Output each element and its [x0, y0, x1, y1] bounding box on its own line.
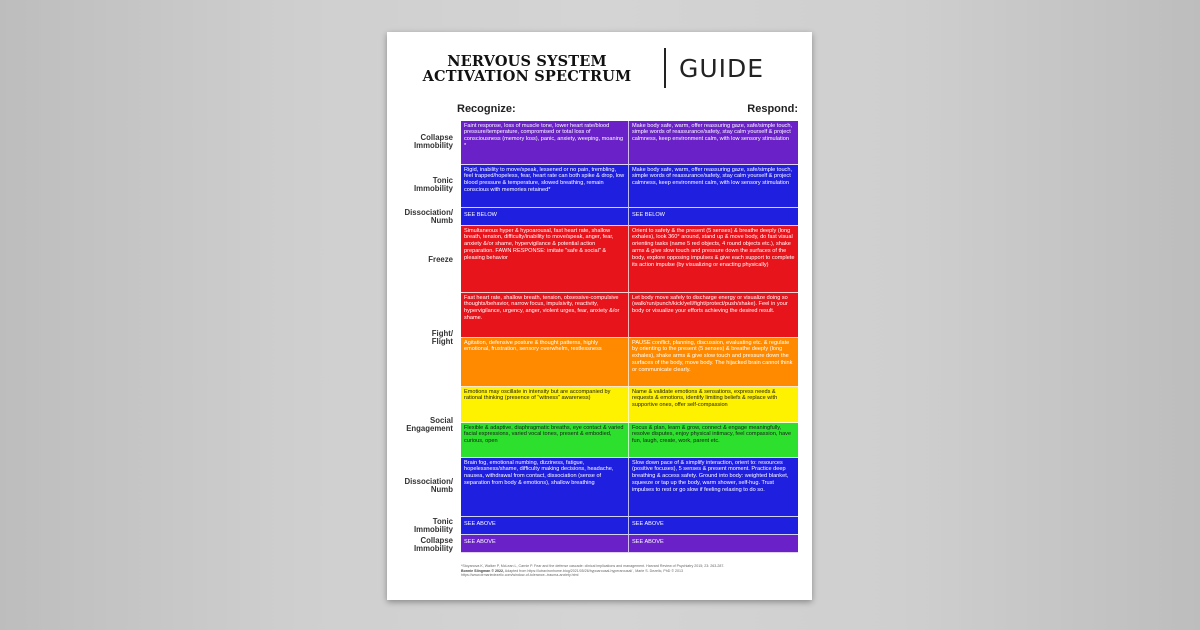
table-row — [461, 535, 798, 553]
table-row — [461, 387, 798, 423]
recognize-cell: SEE ABOVE — [461, 535, 629, 552]
label-freeze: Freeze — [428, 255, 453, 264]
label-dissociation-bottom: Dissociation/ Numb — [404, 477, 453, 495]
footnote-citation: *Stoyanova K, Walker P, McLean L, Carnie P. Fear and the defense cascade: clinical implications and management. Harvard Review of Psychiatry 2015; 23: 263-287. — [461, 564, 725, 568]
label-collapse-immobility-bottom: Collapse Immobility — [414, 536, 453, 554]
recognize-cell: Fast heart rate, shallow breath, tension, obsessive-compulsive thoughts/behavior, narrow focus, impulsivity, reactivity, hypervigilance, urgency, anger, violent urges, fear, anxiety &/or shame. — [461, 293, 629, 337]
recognize-cell: Emotions may oscillate in intensity but are accompanied by rational thinking (presence of "witness" awareness) — [461, 387, 629, 422]
table-row — [461, 293, 798, 338]
title-line-2: ACTIVATION SPECTRUM — [422, 68, 632, 85]
footnote-source: Adapted from https://lutravironhome.blog/2021/05/26/hypoarousal-hyperarousal/ , Marie S. Dezelic, PhD © 2013 — [504, 568, 684, 573]
respond-cell: Focus & plan, learn & grow, connect & engage meaningfully, resolve disputes, enjoy physical intimacy, feel compassion, have fun, laugh, create, work, parent etc. — [632, 424, 792, 445]
footnote-url: https://www.drmariedezelic.com/window-of-tolerance--trauma-anxiety.html — [461, 573, 579, 578]
title-line-1: NERVOUS SYSTEM — [447, 53, 607, 70]
recognize-cell: Faint response, loss of muscle tone, lower heart rate/blood pressure/temperature, compromised or total loss of consciousness (memory loss), panic, anxiety, weeping, moaning * — [461, 121, 629, 164]
title-divider — [664, 48, 666, 88]
title-guide: GUIDE — [679, 54, 765, 83]
label-social-engagement: Social Engagement — [406, 416, 453, 434]
label-tonic-immobility-bottom: Tonic Immobility — [414, 517, 453, 535]
respond-cell: PAUSE conflict, planning, discussion, evaluating etc. & regulate by orienting to the present (5 senses) & breathe deeply (long exhales), shake arms & give slow touch and pressure down the surfaces of the body, move body. The hijacked brain cannot think or communicate clearly. — [632, 339, 793, 374]
poster-title — [405, 54, 649, 84]
respond-cell: SEE ABOVE — [632, 521, 664, 527]
label-collapse-immobility-top: Collapse Immobility — [414, 133, 453, 151]
table-row — [461, 517, 798, 535]
respond-header: Respond: — [747, 103, 798, 115]
respond-cell: SEE ABOVE — [632, 539, 664, 545]
footnote — [461, 564, 798, 578]
recognize-cell: Simultaneous hyper & hypoarousal, fast heart rate, shallow breath, tension, difficulty/inability to move/speak, anger, fear, anxiety &/or shame, hypervigilance & potential action preparation. FAWN RESPONSE: imitate "safe & social" & pleasing behavior — [461, 226, 629, 292]
table-row — [461, 208, 798, 226]
recognize-cell: SEE BELOW — [461, 208, 629, 225]
respond-cell: Make body safe, warm, offer reassuring gaze, safe/simple touch, simple words of reassurance/safety, stay calm yourself & project calmness, keep environment calm, with low sensory stimulation — [632, 122, 793, 143]
table-row — [461, 165, 798, 208]
respond-cell: Orient to safety & the present (5 senses) & breathe deeply (long exhales), look 360° around, stand up & move body, do fast visual orienting tasks (name 5 red objects, 4 round objects etc.), shake arms & give slow touch and pressure down the surfaces of the body, explore opposing impulses & give each support to complete its action impulse (by visualizing or enacting physically) — [632, 227, 795, 269]
table-row — [461, 226, 798, 293]
label-dissociation-top: Dissociation/ Numb — [404, 208, 453, 226]
label-tonic-immobility-top: Tonic Immobility — [414, 176, 453, 194]
recognize-cell: Flexible & adaptive, diaphragmatic breaths, eye contact & varied facial expressions, varied vocal tones, present & embodied, curious, open — [461, 423, 629, 457]
recognize-cell: Brain fog, emotional numbing, dizziness, fatigue, hopelessness/shame, difficulty making decisions, headache, nausea, withdrawal from contact, dissociation (sense of separation from body & emotions), shallow breathing — [461, 458, 629, 516]
footnote-author: Bonnie Slingman © 2022, — [461, 568, 504, 573]
recognize-cell: Rigid, inability to move/speak, lessened or no pain, trembling, feel trapped/hopeless, fear, heart rate can both spike & drop, low blood pressure & temperature, slowed breathing, remain conscious with memories retained* — [461, 165, 629, 207]
respond-cell: Slow down pace of & simplify interaction, orient to: resources (positive focuses), 5 senses & present moment. Practice deep breathing & access safety. Ground into body: weighted blanket, squeeze or tap up the body, warm shower, self-hug. Trust impulses to rest or go slow if feeling relaxing to do so. — [632, 459, 789, 494]
respond-cell: SEE BELOW — [632, 212, 665, 218]
recognize-cell: Agitation, defensive posture & thought patterns, highly emotional, frustration, sensory overwhelm, restlessness — [461, 338, 629, 386]
respond-cell: Name & validate emotions & sensations, express needs & requests & emotions, identify limiting beliefs & replace with supportive ones, offer self-compassion — [632, 388, 778, 409]
table-row — [461, 458, 798, 517]
table-row — [461, 121, 798, 165]
table-row — [461, 423, 798, 458]
poster — [387, 32, 812, 600]
recognize-cell: SEE ABOVE — [461, 517, 629, 534]
table-row — [461, 338, 798, 387]
recognize-header: Recognize: — [457, 103, 516, 115]
respond-cell: Let body move safely to discharge energy or visualize doing so (walk/run/punch/kick/yell/fight/protect/push/shake). Feel in your body or visualize your efforts achieving the desired result. — [632, 294, 788, 315]
label-fight-flight: Fight/ Flight — [431, 329, 453, 347]
respond-cell: Make body safe, warm, offer reassuring gaze, safe/simple touch, simple words of reassurance/safety, stay calm yourself & project calmness, keep environment calm, with low sensory stimulation — [632, 166, 793, 187]
